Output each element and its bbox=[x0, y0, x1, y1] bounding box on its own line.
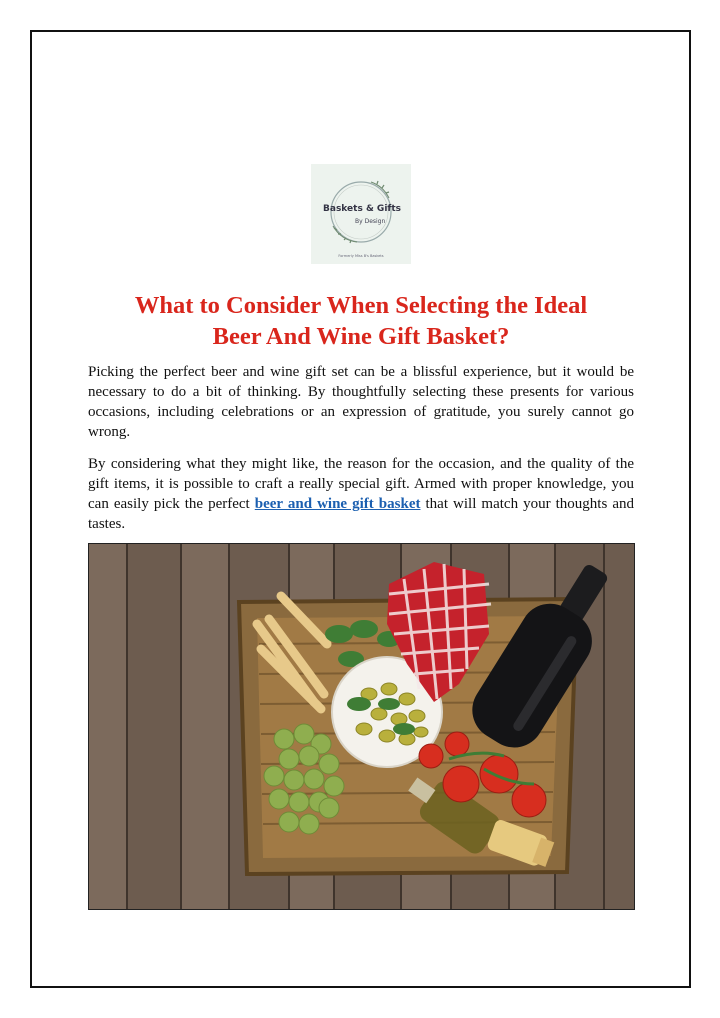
title-line2: Beer And Wine Gift Basket? bbox=[212, 323, 510, 350]
intro-paragraph: Picking the perfect beer and wine gift set can be a blissful experience, but it would be necessary to do a bit of thinking. By thoughtfully selecting these presents for various occasions, including celebrations or an expression of gratitude, you surely cannot go wrong. bbox=[88, 364, 634, 440]
paragraph-text-after-link: that will match your thoughts and tastes. bbox=[88, 496, 635, 532]
title-line1: What to Consider When Selecting the Ideal bbox=[134, 292, 588, 319]
gift-basket-photo bbox=[88, 543, 635, 910]
logo-brand-line2: By Design bbox=[355, 218, 386, 225]
logo-brand-line1: Baskets & Gifts bbox=[323, 204, 401, 214]
logo-wreath-icon bbox=[311, 164, 411, 264]
paragraph-text-before-link: By considering what they might like, the reason for the occasion, and the quality of the gift items, it is possible to craft a really special gift. Armed with proper knowledge, you can easily pick the perfect bbox=[88, 456, 634, 512]
gift-basket-link[interactable]: beer and wine gift basket bbox=[254, 496, 421, 512]
second-paragraph bbox=[88, 454, 634, 534]
brand-logo bbox=[311, 164, 411, 264]
page-title bbox=[88, 290, 634, 352]
logo-tagline: Formerly Miss B's Baskets bbox=[338, 254, 384, 258]
gift-basket-illustration bbox=[89, 544, 635, 910]
